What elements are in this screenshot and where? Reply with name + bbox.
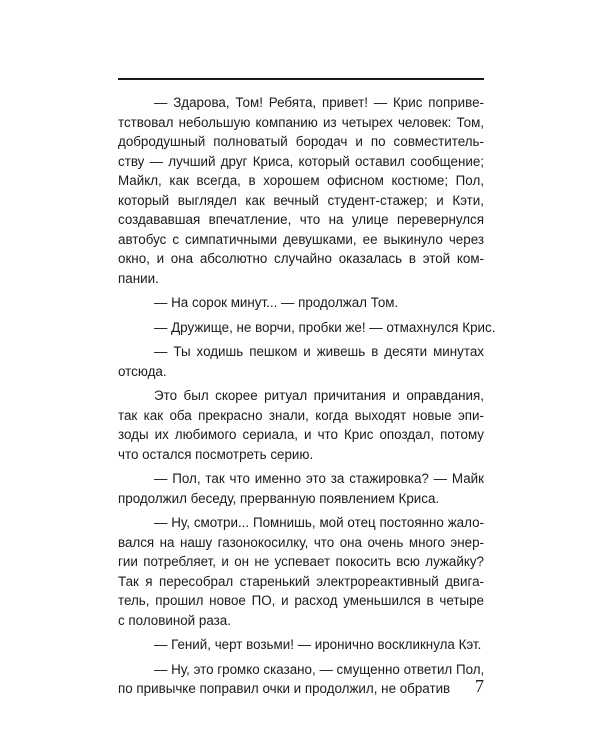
text-line: добродушный полноватый бородач и по совместитель- bbox=[118, 134, 484, 149]
paragraph bbox=[118, 93, 484, 288]
text-line: который выглядел как вечный студент-стажер; и Кэти, bbox=[118, 192, 484, 208]
text-line: гии потребляет, и он не успевает покосить всю лужайку? bbox=[118, 554, 484, 569]
text-line: окно, и она абсолютно случайно оказалась в этой ком- bbox=[118, 251, 484, 266]
text-line: пании. bbox=[118, 270, 159, 286]
text-line: — Ты ходишь пешком и живешь в десяти минутах bbox=[154, 344, 484, 359]
text-line: тствовал небольшую компанию из четырех человек: Том, bbox=[118, 114, 484, 130]
text-line: тель, прошил новое ПО, и расход уменьшился в четыре bbox=[118, 593, 484, 608]
text-line: — Гений, черт возьми! — иронично воскликнула Кэт. bbox=[154, 637, 482, 652]
page-number: 7 bbox=[475, 676, 484, 696]
paragraph bbox=[118, 293, 484, 313]
paragraph bbox=[118, 635, 484, 655]
text-line: зоды их любимого сериала, и что Крис опоздал, потому bbox=[118, 427, 484, 442]
paragraph bbox=[118, 318, 496, 338]
text-line: создававшая впечатление, что на улице перевернулся bbox=[118, 212, 484, 227]
text-line: — На сорок минут... — продолжал Том. bbox=[154, 295, 399, 310]
text-line: вался на нашу газонокосилку, что она очень много энер- bbox=[118, 534, 484, 550]
text-line: Майкл, как всегда, в хорошем офисном костюме; Пол, bbox=[118, 173, 484, 188]
paragraph bbox=[118, 342, 484, 381]
text-line: Это был скорее ритуал причитания и оправдания, bbox=[154, 388, 484, 403]
text-line: так как оба прекрасно знали, когда выходят новые эпи- bbox=[118, 407, 484, 423]
text-line: продолжил беседу, прерванную появлением Криса. bbox=[118, 490, 440, 506]
text-line: Так я пересобрал старенький электрореактивный двига- bbox=[118, 573, 484, 589]
paragraph bbox=[118, 469, 484, 508]
text-line: — Пол, так что именно это за стажировка? — Майк bbox=[154, 471, 484, 486]
text-line: автобус с симпатичными девушками, ее выкинуло через bbox=[118, 231, 484, 247]
paragraph bbox=[118, 513, 484, 630]
text-line: — Ну, смотри... Помнишь, мой отец постоянно жало- bbox=[154, 515, 484, 530]
text-line: с половиной раза. bbox=[118, 612, 231, 628]
text-line: — Дружище, не ворчи, пробки же! — отмахнулся Крис. bbox=[154, 319, 496, 335]
text-line: отсюда. bbox=[118, 363, 167, 379]
text-line: ству — лучший друг Криса, который оставил сообщение; bbox=[118, 153, 484, 169]
text-line: — Ну, это громко сказано, — смущенно ответил Пол, bbox=[154, 661, 485, 677]
paragraph bbox=[118, 386, 484, 464]
text-line: — Здарова, Том! Ребята, привет! — Крис поприве- bbox=[154, 95, 484, 110]
body-text bbox=[118, 93, 496, 704]
text-line: что остался посмотреть серию. bbox=[118, 446, 314, 462]
header-rule bbox=[118, 78, 484, 80]
text-line: по привычке поправил очки и продолжил, не обратив bbox=[118, 681, 451, 696]
paragraph bbox=[118, 660, 484, 699]
